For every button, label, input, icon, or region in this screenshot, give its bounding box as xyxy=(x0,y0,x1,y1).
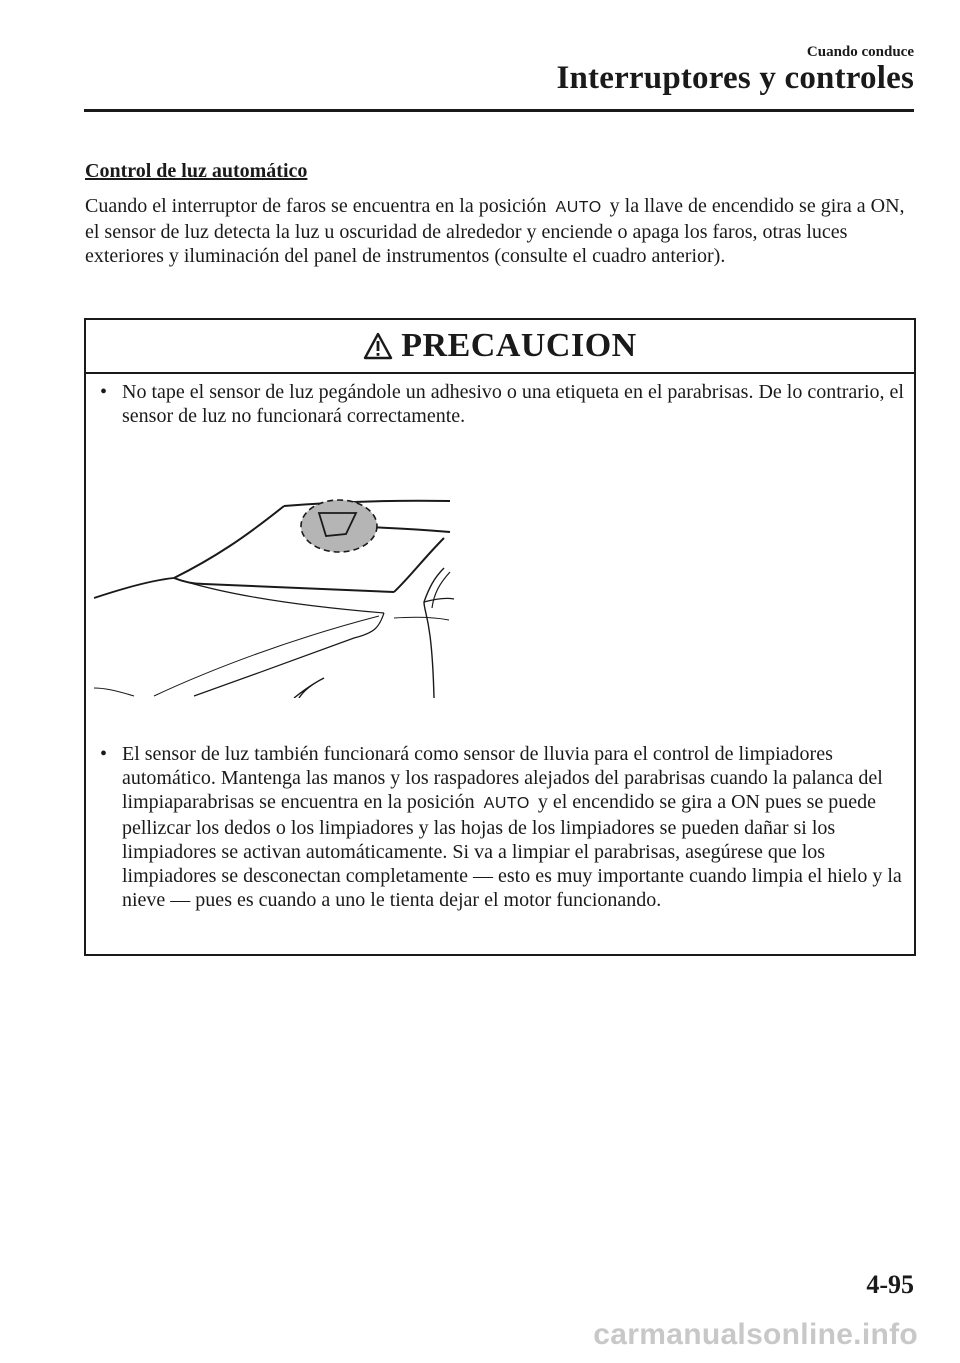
watermark: carmanualsonline.info xyxy=(593,1318,918,1351)
bullet-2-text-part2: y el encendido se gira a ON pues se puede pellizcar los dedos o los limpiadores y las hojas de los limpiadores se pueden dañar si los limpiadores se activan automáticamente. Si va a limpiar el parabrisas, asegúrese que los limpiadores se desconectan completamente ― esto es muy importante cuando limpia el hielo y la nieve ― pues es cuando a uno le tienta dejar el motor funcionando. xyxy=(122,791,902,911)
caution-title: PRECAUCION xyxy=(401,327,637,364)
caution-bullet-1 xyxy=(100,380,922,428)
auto-icon: AUTO xyxy=(483,795,530,812)
page-number: 4-95 xyxy=(866,1270,914,1299)
page-title: Interruptores y controles xyxy=(556,60,914,96)
bullet-1-text: No tape el sensor de luz pegándole un adhesivo o una etiqueta en el parabrisas. De lo contrario, el sensor de luz no funcionará correctamente. xyxy=(122,381,904,427)
warning-triangle-icon xyxy=(363,332,393,360)
bullet-2-text-part1: El sensor de luz también funcionará como sensor de lluvia para el control de limpiadores automático. Mantenga las manos y los raspadores alejados del parabrisas cuando la palanca del limpiaparabrisas se encuentra en la posición xyxy=(122,743,883,813)
intro-text-part2: y la llave de encendido se gira a ON, el sensor de luz detecta la luz u oscuridad de alrededor y enciende o apaga los faros, otras luces exteriores y iluminación del panel de instrumentos (consulte el cuadro anterior). xyxy=(85,195,905,267)
intro-text-part1: Cuando el interruptor de faros se encuentra en la posición xyxy=(85,195,547,217)
section-label: Cuando conduce xyxy=(806,44,914,60)
section-heading: Control de luz automático xyxy=(85,160,308,182)
caution-box xyxy=(84,318,916,956)
auto-icon: AUTO xyxy=(555,199,602,216)
bullet-mark: • xyxy=(100,743,108,765)
caution-header xyxy=(86,320,914,374)
header-divider xyxy=(84,109,914,112)
intro-paragraph xyxy=(85,194,915,268)
bullet-mark: • xyxy=(100,381,108,403)
caution-bullet-2 xyxy=(100,742,922,912)
windshield-sensor-illustration xyxy=(94,468,454,698)
